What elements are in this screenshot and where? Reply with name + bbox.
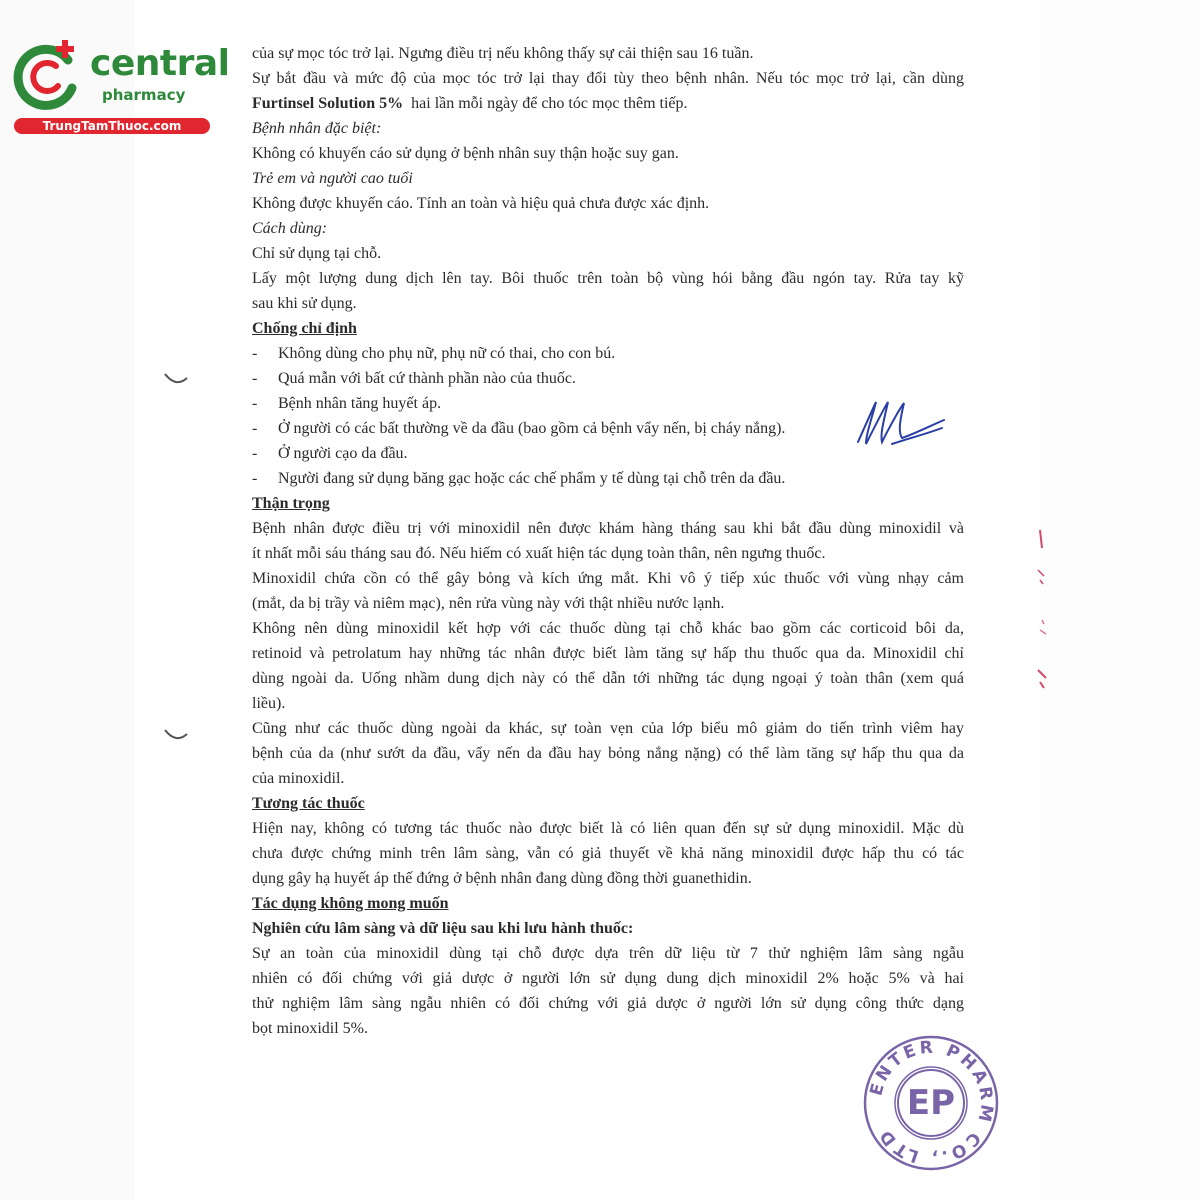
company-seal-stamp (862, 1034, 1000, 1172)
handwritten-signature (852, 398, 952, 453)
text-line: của minoxidil. (252, 770, 345, 787)
seal-ring-text: ENTER PHARM CO., LTD (866, 1037, 997, 1169)
text-line: Lấy một lượng dung dịch lên tay. Bôi thuốc trên toàn bộ vùng hói bằng đầu ngón tay. Rửa tay kỹ (252, 270, 964, 287)
text-line: Không có khuyến cáo sử dụng ở bệnh nhân suy thận hoặc suy gan. (252, 145, 679, 162)
bullet-item: - Không dùng cho phụ nữ, phụ nữ có thai, cho con bú. (252, 345, 616, 362)
seal-monogram: EP (897, 1069, 965, 1137)
section-heading-adverse-effects: Tác dụng không mong muốn (252, 895, 449, 912)
text-line: (mắt, da bị trầy và niêm mạc), nên rửa vùng này với thật nhiều nước lạnh. (252, 595, 725, 612)
subheading: Bệnh nhân đặc biệt: (252, 120, 382, 137)
text-line: Minoxidil chứa cồn có thể gây bỏng và kích ứng mắt. Khi vô ý tiếp xúc thuốc với vùng nhạy cảm (252, 570, 964, 587)
text-line: dùng ngoài da. Uống nhầm dung dịch này có thể dẫn tới những tác dụng ngoại ý toàn thân (xem quá (252, 670, 964, 687)
central-pharmacy-logo[interactable] (10, 36, 230, 136)
text-line: nhiên có đối chứng với giả dược ở người lớn sử dụng dung dịch minoxidil 2% hoặc 5% và hai (252, 970, 964, 987)
subheading-bold: Nghiên cứu lâm sàng và dữ liệu sau khi lưu hành thuốc: (252, 920, 634, 937)
bullet-item: - Ở người cạo da đầu. (252, 445, 408, 462)
bullet-item: - Bệnh nhân tăng huyết áp. (252, 395, 442, 412)
pharmacy-cross-logo-icon (10, 36, 90, 116)
text-line: bệnh của da (như sướt da đầu, vẩy nến da đầu hay bỏng nắng nặng) có thể làm tăng sự hấp thu qua da (252, 745, 964, 762)
text-line: chưa được chứng minh trên lâm sàng, vẫn có giả thuyết về khả năng minoxidil được hấp thu có tác (252, 845, 964, 862)
document-body (252, 41, 964, 1041)
text-line: Furtinsel Solution 5% hai lần mỗi ngày để cho tóc mọc thêm tiếp. (252, 95, 688, 112)
text-line: retinoid và petrolatum hay những tác nhân được biết làm tăng sự hấp thu thuốc qua da. Minoxidil chỉ (252, 645, 964, 662)
logo-website-banner: TrungTamThuoc.com (14, 118, 210, 134)
text-line: Chỉ sử dụng tại chỗ. (252, 245, 382, 262)
punch-hole-mark-icon (163, 372, 189, 386)
text-line: Cũng như các thuốc dùng ngoài da khác, sự toàn vẹn của lớp biểu mô giảm do tiến trình viêm hay (252, 720, 964, 737)
text-line: Bệnh nhân được điều trị với minoxidil nên được khám hàng tháng sau khi bắt đầu dùng minoxidil và (252, 520, 964, 537)
text-line: Không nên dùng minoxidil kết hợp với các thuốc dùng tại chỗ khác bao gồm các corticoid bôi da, (252, 620, 964, 637)
text-line: Sự bắt đầu và mức độ của mọc tóc trở lại thay đổi tùy theo bệnh nhân. Nếu tóc mọc trở lại, cần dùng (252, 70, 964, 87)
subheading: Cách dùng: (252, 220, 328, 237)
text-line: sau khi sử dụng. (252, 295, 357, 312)
bullet-item: - Quá mẫn với bất cứ thành phần nào của thuốc. (252, 370, 576, 387)
text-line: liều). (252, 695, 286, 712)
text-line: dụng gây hạ huyết áp thế đứng ở bệnh nhân đang dùng đồng thời guanethidin. (252, 870, 752, 887)
text-line: Không được khuyến cáo. Tính an toàn và hiệu quả chưa được xác định. (252, 195, 710, 212)
section-heading-precautions: Thận trọng (252, 495, 330, 512)
text-line: Hiện nay, không có tương tác thuốc nào được biết là có liên quan đến sự sử dụng minoxidil. Mặc dù (252, 820, 964, 837)
bullet-item: - Người đang sử dụng băng gạc hoặc các chế phẩm y tế dùng tại chỗ trên da đầu. (252, 470, 786, 487)
text-line: ít nhất mỗi sáu tháng sau đó. Nếu hiếm có xuất hiện tác dụng toàn thân, nên ngưng thuốc. (252, 545, 826, 562)
logo-name: central (90, 43, 230, 84)
punch-hole-mark-icon (163, 728, 189, 742)
subheading: Trẻ em và người cao tuổi (252, 170, 413, 187)
logo-subtitle: pharmacy (102, 86, 186, 104)
right-page-margin (1040, 0, 1200, 1200)
margin-ink-marks (1028, 520, 1058, 700)
left-page-margin (0, 0, 135, 1200)
section-heading-interactions: Tương tác thuốc (252, 795, 365, 812)
product-name: Furtinsel Solution 5% (252, 95, 404, 112)
text-line: của sự mọc tóc trở lại. Ngưng điều trị nếu không thấy sự cải thiện sau 16 tuần. (252, 45, 754, 62)
text-line: Sự an toàn của minoxidil dùng tại chỗ được dựa trên dữ liệu từ 7 thử nghiệm lâm sàng ngẫu (252, 945, 964, 962)
text-line: bọt minoxidil 5%. (252, 1020, 368, 1037)
text-line: thử nghiệm lâm sàng ngẫu nhiên có đối chứng với giả dược ở người lớn sử dụng công thức dạng (252, 995, 964, 1012)
bullet-item: - Ở người có các bất thường về da đầu (bao gồm cả bệnh vẩy nến, bị cháy nắng). (252, 420, 786, 437)
section-heading-contraindications: Chống chỉ định (252, 320, 357, 337)
